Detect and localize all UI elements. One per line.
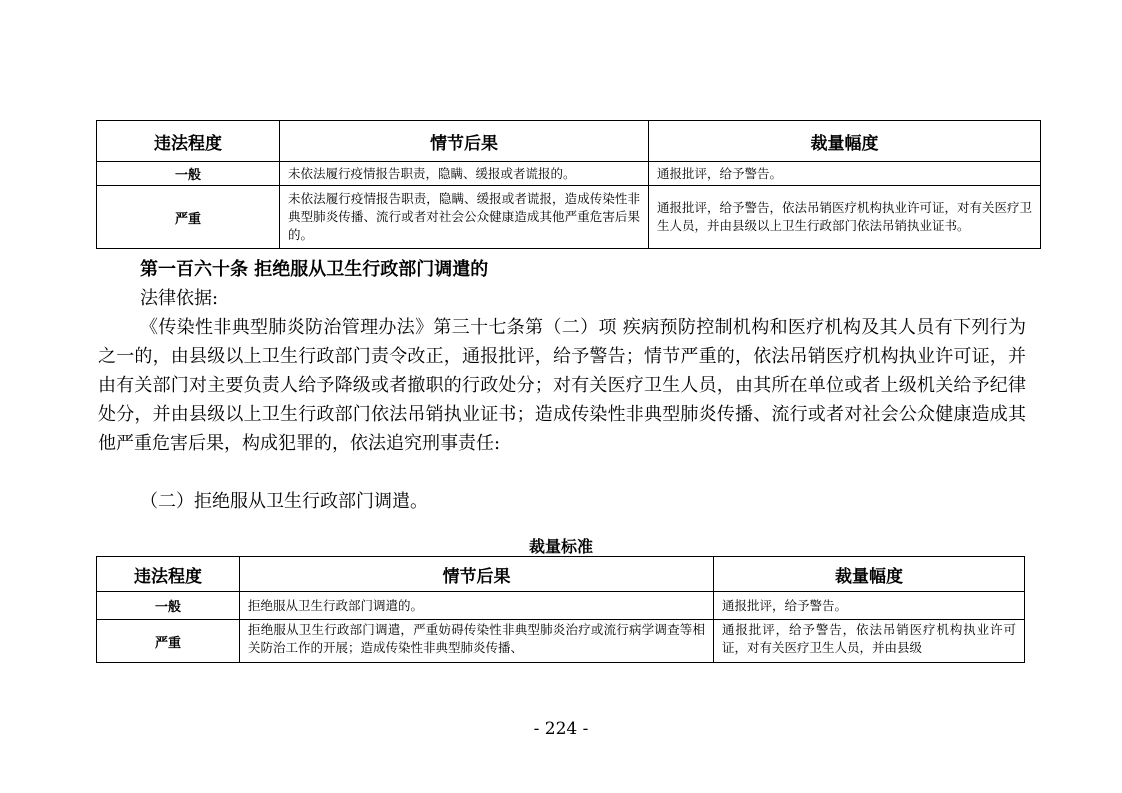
violation-level-cell: 一般 — [97, 592, 240, 620]
penalty-table-2 — [96, 556, 1025, 663]
circumstance-cell — [240, 620, 714, 663]
circumstance-text: 拒绝服从卫生行政部门调遣，严重妨碍传染性非典型肺炎治疗或流行病学调查等相关防治工作的开展；造成传染性非典型肺炎传播、 — [248, 622, 705, 655]
penalty-cell: 通报批评，给予警告。 — [714, 592, 1025, 620]
penalty-cell: 通报批评，给予警告，依法吊销医疗机构执业许可证，对有关医疗卫生人员，并由县级以上卫生行政部门依法吊销执业证书。 — [649, 186, 1041, 249]
legal-basis-label: 法律依据: — [140, 288, 219, 309]
article-title: 第一百六十条 拒绝服从卫生行政部门调遣的 — [140, 259, 489, 280]
table-row — [97, 620, 1025, 663]
header-circumstance: 情节后果 — [280, 121, 649, 162]
penalty-cell: 通报批评，给予警告。 — [649, 162, 1041, 186]
table-row — [97, 186, 1041, 249]
circumstance-cell: 未依法履行疫情报告职责，隐瞒、缓报或者谎报的。 — [280, 162, 649, 186]
violation-level-cell: 严重 — [97, 186, 280, 249]
header-circumstance: 情节后果 — [240, 557, 714, 592]
legal-basis-item: （二）拒绝服从卫生行政部门调遣。 — [140, 491, 428, 512]
table-row — [97, 162, 1041, 186]
header-penalty-range: 裁量幅度 — [714, 557, 1025, 592]
table-caption: 裁量标准 — [528, 537, 593, 556]
penalty-table-1 — [96, 120, 1041, 249]
circumstance-cell: 未依法履行疫情报告职责，隐瞒、缓报或者谎报，造成传染性非典型肺炎传播、流行或者对社会公众健康造成其他严重危害后果的。 — [280, 186, 649, 249]
table-header-row — [97, 121, 1041, 162]
table-row — [97, 592, 1025, 620]
penalty-cell — [714, 620, 1025, 663]
penalty-text: 通报批评，给予警告，依法吊销医疗机构执业许可证，对有关医疗卫生人员，并由县级 — [722, 622, 1016, 655]
header-penalty-range: 裁量幅度 — [649, 121, 1041, 162]
header-violation-level: 违法程度 — [97, 557, 240, 592]
legal-basis-text: 《传染性非典型肺炎防治管理办法》第三十七条第（二）项 疾病预防控制机构和医疗机构及其人员有下列行为之一的，由县级以上卫生行政部门责令改正，通报批评，给予警告；情节严重的，依法吊销医疗机构执业许可证，并由有关部门对主要负责人给予降级或者撤职的行政处分；对有关医疗卫生人员，由其所在单位或者上级机关给予纪律处分，并由县级以上卫生行政部门依法吊销执业证书；造成传染性非典型肺炎传播、流行或者对社会公众健康造成其他严重危害后果，构成犯罪的，依法追究刑事责任: — [98, 317, 1026, 454]
table-header-row — [97, 557, 1025, 592]
header-violation-level: 违法程度 — [97, 121, 280, 162]
violation-level-cell: 一般 — [97, 162, 280, 186]
violation-level-cell: 严重 — [97, 620, 240, 663]
page-number: - 224 - — [533, 719, 589, 739]
circumstance-cell: 拒绝服从卫生行政部门调遣的。 — [240, 592, 714, 620]
